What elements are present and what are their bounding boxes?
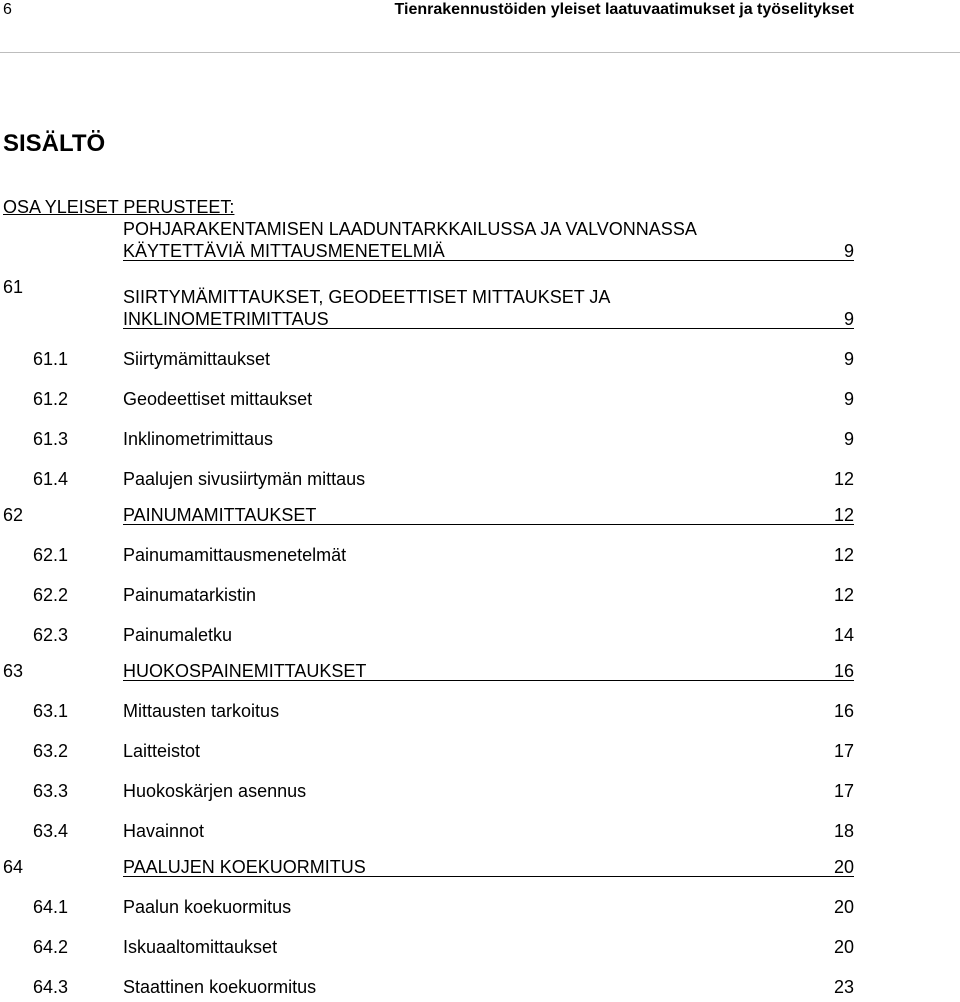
toc-number: 62.1	[33, 545, 69, 565]
toc-title: PAINUMAMITTAUKSET	[123, 505, 317, 525]
toc-number: 64.1	[33, 897, 69, 917]
toc-title: Geodeettiset mittaukset	[123, 389, 313, 409]
toc-entry-62-2[interactable]	[3, 570, 854, 610]
toc-entry-61-3[interactable]	[3, 414, 854, 454]
toc-page: 9	[843, 349, 854, 369]
toc-list	[3, 276, 854, 1002]
toc-entry-63[interactable]	[3, 650, 854, 686]
toc-page: 9	[843, 309, 854, 329]
toc-entry-61[interactable]	[3, 276, 854, 334]
toc-page: 9	[843, 241, 854, 261]
toc-number: 61.4	[33, 469, 69, 489]
toc-title: Iskuaaltomittaukset	[123, 937, 278, 957]
toc-number: 63.4	[33, 821, 69, 841]
toc-title: Laitteistot	[123, 741, 201, 761]
toc-title-line: SIIRTYMÄMITTAUKSET, GEODEETTISET MITTAUKSET JA	[123, 287, 611, 307]
toc-number: 63.2	[33, 741, 69, 761]
toc-entry-63-2[interactable]	[3, 726, 854, 766]
toc-title: Havainnot	[123, 821, 205, 841]
toc-number: 64.2	[33, 937, 69, 957]
toc-page: 12	[833, 585, 854, 605]
toc-page: 9	[843, 389, 854, 409]
toc-page: 12	[833, 545, 854, 565]
toc-entry-61-4[interactable]	[3, 454, 854, 494]
page-number: 6	[3, 1, 12, 18]
toc-number: 62	[3, 505, 24, 525]
toc-number: 61.2	[33, 389, 69, 409]
toc-title	[123, 286, 844, 330]
toc-title: Siirtymämittaukset	[123, 349, 271, 369]
toc-part-title: OSA YLEISET PERUSTEET:	[3, 197, 235, 217]
toc-entry-62-3[interactable]	[3, 610, 854, 650]
toc-part-line: KÄYTETTÄVIÄ MITTAUSMENETELMIÄ	[123, 241, 445, 261]
toc-title: Paalujen sivusiirtymän mittaus	[123, 469, 366, 489]
toc-title-line: INKLINOMETRIMITTAUS	[123, 309, 329, 329]
toc-number: 63	[3, 661, 24, 681]
toc-title: PAALUJEN KOEKUORMITUS	[123, 857, 366, 877]
toc-entry-64[interactable]	[3, 846, 854, 882]
toc-title: Staattinen koekuormitus	[123, 977, 317, 997]
toc-page: 23	[833, 977, 854, 997]
toc-page: 14	[833, 625, 854, 645]
toc-heading: SISÄLTÖ	[3, 130, 106, 157]
toc-entry-63-4[interactable]	[3, 806, 854, 846]
toc-entry-61-2[interactable]	[3, 374, 854, 414]
toc-title: Painumaletku	[123, 625, 233, 645]
toc-page: 20	[833, 897, 854, 917]
toc-entry-61-1[interactable]	[3, 334, 854, 374]
page-header	[0, 0, 960, 53]
toc-page: 20	[833, 857, 854, 877]
toc-page: 18	[833, 821, 854, 841]
toc-entry-62[interactable]	[3, 494, 854, 530]
toc-number: 62.2	[33, 585, 69, 605]
toc-number: 63.3	[33, 781, 69, 801]
toc-title: Painumatarkistin	[123, 585, 257, 605]
toc-number: 62.3	[33, 625, 69, 645]
toc-part-last-line	[3, 240, 854, 262]
toc-number: 61.3	[33, 429, 69, 449]
toc-entry-62-1[interactable]	[3, 530, 854, 570]
toc-title: Paalun koekuormitus	[123, 897, 292, 917]
toc-title: Mittausten tarkoitus	[123, 701, 280, 721]
toc-page: 12	[833, 505, 854, 525]
toc-part-line: POHJARAKENTAMISEN LAADUNTARKKAILUSSA JA VALVONNASSA	[123, 219, 697, 239]
toc-number: 64.3	[33, 977, 69, 997]
document-title: Tienrakennustöiden yleiset laatuvaatimukset ja työselitykset	[394, 1, 854, 18]
toc-page: 20	[833, 937, 854, 957]
toc-entry-64-2[interactable]	[3, 922, 854, 962]
toc-page: 9	[843, 429, 854, 449]
toc-title: Huokoskärjen asennus	[123, 781, 307, 801]
toc-part-entry[interactable]	[3, 196, 854, 262]
toc-entry-64-3[interactable]	[3, 962, 854, 1002]
toc-number: 63.1	[33, 701, 69, 721]
toc-number: 61.1	[33, 349, 69, 369]
toc-page: 17	[833, 781, 854, 801]
toc-entry-63-3[interactable]	[3, 766, 854, 806]
toc-number: 64	[3, 857, 24, 877]
toc-entry-63-1[interactable]	[3, 686, 854, 726]
toc-page: 16	[833, 701, 854, 721]
toc-title: Painumamittausmenetelmät	[123, 545, 347, 565]
toc-entry-64-1[interactable]	[3, 882, 854, 922]
toc-page: 16	[833, 661, 854, 681]
toc-number: 61	[3, 277, 24, 297]
toc-title: HUOKOSPAINEMITTAUKSET	[123, 661, 367, 681]
toc-page: 12	[833, 469, 854, 489]
toc-page: 17	[833, 741, 854, 761]
toc-title: Inklinometrimittaus	[123, 429, 274, 449]
